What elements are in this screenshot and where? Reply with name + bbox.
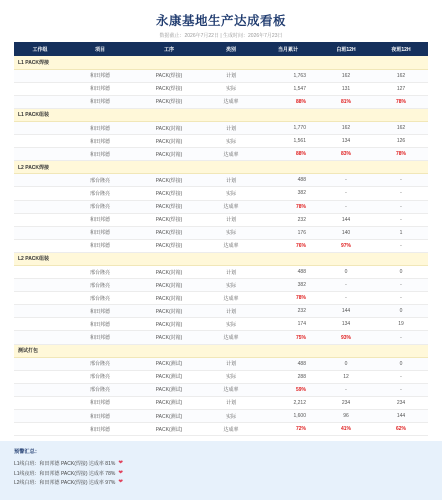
table-row (14, 187, 428, 200)
night-shift-cell: 62% (374, 423, 428, 436)
day-shift-cell: - (318, 174, 374, 187)
group-cell (14, 357, 66, 370)
group-name: L1 PACK焊接 (14, 56, 428, 69)
table-row (14, 239, 428, 252)
night-shift-cell: 144 (374, 410, 428, 423)
process-cell: PACK(封箱) (134, 266, 204, 279)
item-cell: 邢台隆亮 (66, 279, 134, 292)
day-shift-cell: - (318, 187, 374, 200)
day-shift-cell: 144 (318, 305, 374, 318)
item-cell: 和田邦德 (66, 121, 134, 134)
group-cell (14, 331, 66, 344)
night-shift-cell: 0 (374, 357, 428, 370)
table-row (14, 121, 428, 134)
night-shift-cell: 126 (374, 135, 428, 148)
day-shift-cell: - (318, 200, 374, 213)
group-cell (14, 200, 66, 213)
production-table-container (14, 42, 428, 436)
summary-line (14, 459, 428, 469)
category-cell: 达成率 (204, 331, 258, 344)
page-header (0, 0, 442, 42)
monthly-total-cell: 382 (258, 279, 318, 292)
item-cell: 和田邦德 (66, 396, 134, 409)
category-cell: 计划 (204, 121, 258, 134)
night-shift-cell: 162 (374, 121, 428, 134)
heart-icon: ❤ (118, 479, 123, 486)
process-cell: PACK(焊接) (134, 239, 204, 252)
table-row (14, 410, 428, 423)
monthly-total-cell: 1,561 (258, 135, 318, 148)
category-cell: 达成率 (204, 148, 258, 161)
category-cell: 计划 (204, 213, 258, 226)
group-row (14, 56, 428, 69)
group-cell (14, 266, 66, 279)
process-cell: PACK(焊接) (134, 226, 204, 239)
group-cell (14, 370, 66, 383)
process-cell: PACK(焊接) (134, 187, 204, 200)
table-row (14, 383, 428, 396)
item-cell: 邢台隆亮 (66, 370, 134, 383)
table-row (14, 279, 428, 292)
category-cell: 实际 (204, 279, 258, 292)
table-row (14, 357, 428, 370)
table-row (14, 292, 428, 305)
day-shift-cell: - (318, 279, 374, 292)
monthly-total-cell: 488 (258, 266, 318, 279)
group-row (14, 108, 428, 121)
group-cell (14, 239, 66, 252)
summary-line-text: L1线夜班：和田邦德 PACK(焊接) 达成率 78% (14, 470, 116, 477)
process-cell: PACK(测试) (134, 383, 204, 396)
group-cell (14, 187, 66, 200)
day-shift-cell: 134 (318, 318, 374, 331)
group-cell (14, 423, 66, 436)
process-cell: PACK(焊接) (134, 200, 204, 213)
item-cell: 和田邦德 (66, 318, 134, 331)
night-shift-cell: 19 (374, 318, 428, 331)
night-shift-cell: 127 (374, 82, 428, 95)
item-cell: 邢台隆亮 (66, 200, 134, 213)
item-cell: 邢台隆亮 (66, 357, 134, 370)
night-shift-cell: - (374, 292, 428, 305)
table-row (14, 95, 428, 108)
category-cell: 实际 (204, 318, 258, 331)
column-header: 项目 (66, 42, 134, 56)
group-row (14, 344, 428, 357)
column-header: 夜班12H (374, 42, 428, 56)
table-row (14, 423, 428, 436)
item-cell: 和田邦德 (66, 410, 134, 423)
monthly-total-cell: 76% (258, 239, 318, 252)
table-row (14, 370, 428, 383)
day-shift-cell: 162 (318, 69, 374, 82)
monthly-total-cell: 232 (258, 305, 318, 318)
night-shift-cell: - (374, 239, 428, 252)
heart-icon: ❤ (118, 469, 123, 476)
group-cell (14, 396, 66, 409)
night-shift-cell: - (374, 213, 428, 226)
category-cell: 实际 (204, 226, 258, 239)
category-cell: 计划 (204, 69, 258, 82)
group-cell (14, 410, 66, 423)
group-row (14, 252, 428, 265)
process-cell: PACK(测试) (134, 357, 204, 370)
night-shift-cell: - (374, 370, 428, 383)
item-cell: 邢台隆亮 (66, 292, 134, 305)
category-cell: 实际 (204, 410, 258, 423)
day-shift-cell: 131 (318, 82, 374, 95)
item-cell: 邢台隆亮 (66, 266, 134, 279)
day-shift-cell: 144 (318, 213, 374, 226)
monthly-total-cell: 88% (258, 95, 318, 108)
monthly-total-cell: 1,763 (258, 69, 318, 82)
item-cell: 邢台隆亮 (66, 187, 134, 200)
item-cell: 和田邦德 (66, 69, 134, 82)
group-cell (14, 226, 66, 239)
group-name: L2 PACK焊接 (14, 161, 428, 174)
category-cell: 达成率 (204, 200, 258, 213)
summary-line (14, 478, 428, 488)
group-cell (14, 318, 66, 331)
night-shift-cell: 162 (374, 69, 428, 82)
group-cell (14, 383, 66, 396)
monthly-total-cell: 174 (258, 318, 318, 331)
table-row (14, 135, 428, 148)
item-cell: 和田邦德 (66, 331, 134, 344)
category-cell: 实际 (204, 82, 258, 95)
table-row (14, 69, 428, 82)
heart-icon: ❤ (118, 460, 123, 467)
category-cell: 计划 (204, 357, 258, 370)
table-header-row (14, 42, 428, 56)
category-cell: 计划 (204, 305, 258, 318)
monthly-total-cell: 2,212 (258, 396, 318, 409)
group-name: L1 PACK组装 (14, 108, 428, 121)
item-cell: 和田邦德 (66, 423, 134, 436)
item-cell: 和田邦德 (66, 82, 134, 95)
night-shift-cell: 234 (374, 396, 428, 409)
day-shift-cell: 162 (318, 121, 374, 134)
table-row (14, 148, 428, 161)
table-row (14, 82, 428, 95)
process-cell: PACK(封箱) (134, 331, 204, 344)
day-shift-cell: 41% (318, 423, 374, 436)
group-cell (14, 121, 66, 134)
night-shift-cell: - (374, 187, 428, 200)
group-cell (14, 174, 66, 187)
process-cell: PACK(封箱) (134, 318, 204, 331)
night-shift-cell: 0 (374, 305, 428, 318)
process-cell: PACK(焊接) (134, 82, 204, 95)
table-row (14, 331, 428, 344)
group-name: L2 PACK组装 (14, 252, 428, 265)
monthly-total-cell: 488 (258, 174, 318, 187)
night-shift-cell: - (374, 331, 428, 344)
night-shift-cell: 78% (374, 95, 428, 108)
item-cell: 和田邦德 (66, 226, 134, 239)
process-cell: PACK(焊接) (134, 95, 204, 108)
night-shift-cell: - (374, 279, 428, 292)
category-cell: 实际 (204, 370, 258, 383)
process-cell: PACK(封箱) (134, 135, 204, 148)
monthly-total-cell: 176 (258, 226, 318, 239)
category-cell: 实际 (204, 187, 258, 200)
category-cell: 实际 (204, 135, 258, 148)
day-shift-cell: 0 (318, 266, 374, 279)
item-cell: 邢台隆亮 (66, 383, 134, 396)
group-cell (14, 135, 66, 148)
monthly-total-cell: 78% (258, 292, 318, 305)
night-shift-cell: - (374, 174, 428, 187)
category-cell: 达成率 (204, 383, 258, 396)
process-cell: PACK(封箱) (134, 292, 204, 305)
group-name: 测试打包 (14, 344, 428, 357)
column-header: 工作组 (14, 42, 66, 56)
monthly-total-cell: 78% (258, 200, 318, 213)
column-header: 白班12H (318, 42, 374, 56)
table-row (14, 226, 428, 239)
day-shift-cell: 0 (318, 357, 374, 370)
column-header: 工序 (134, 42, 204, 56)
table-row (14, 396, 428, 409)
category-cell: 达成率 (204, 239, 258, 252)
day-shift-cell: 97% (318, 239, 374, 252)
column-header: 类别 (204, 42, 258, 56)
day-shift-cell: 83% (318, 148, 374, 161)
table-row (14, 213, 428, 226)
monthly-total-cell: 88% (258, 148, 318, 161)
alert-summary (0, 441, 442, 500)
day-shift-cell: - (318, 292, 374, 305)
category-cell: 计划 (204, 396, 258, 409)
monthly-total-cell: 75% (258, 331, 318, 344)
process-cell: PACK(焊接) (134, 213, 204, 226)
monthly-total-cell: 1,600 (258, 410, 318, 423)
monthly-total-cell: 382 (258, 187, 318, 200)
category-cell: 计划 (204, 266, 258, 279)
process-cell: PACK(封箱) (134, 279, 204, 292)
category-cell: 计划 (204, 174, 258, 187)
monthly-total-cell: 59% (258, 383, 318, 396)
monthly-total-cell: 1,770 (258, 121, 318, 134)
category-cell: 达成率 (204, 95, 258, 108)
table-row (14, 305, 428, 318)
table-body (14, 56, 428, 436)
day-shift-cell: 12 (318, 370, 374, 383)
group-cell (14, 148, 66, 161)
day-shift-cell: 234 (318, 396, 374, 409)
category-cell: 达成率 (204, 423, 258, 436)
monthly-total-cell: 232 (258, 213, 318, 226)
page-subtitle: 数据截止：2026年7月22日 | 生成时间：2026年7月23日 (159, 33, 283, 39)
process-cell: PACK(封箱) (134, 121, 204, 134)
item-cell: 和田邦德 (66, 148, 134, 161)
night-shift-cell: - (374, 200, 428, 213)
monthly-total-cell: 488 (258, 357, 318, 370)
night-shift-cell: 78% (374, 148, 428, 161)
group-cell (14, 69, 66, 82)
item-cell: 邢台隆亮 (66, 174, 134, 187)
category-cell: 达成率 (204, 292, 258, 305)
item-cell: 和田邦德 (66, 135, 134, 148)
day-shift-cell: 140 (318, 226, 374, 239)
item-cell: 和田邦德 (66, 305, 134, 318)
night-shift-cell: - (374, 383, 428, 396)
summary-line-text: L2线白班：和田邦德 PACK(焊接) 达成率 97% (14, 480, 116, 487)
group-cell (14, 279, 66, 292)
process-cell: PACK(测试) (134, 423, 204, 436)
page-title: 永康基地生产达成看板 (155, 14, 286, 28)
item-cell: 和田邦德 (66, 95, 134, 108)
day-shift-cell: 96 (318, 410, 374, 423)
process-cell: PACK(焊接) (134, 174, 204, 187)
day-shift-cell: 134 (318, 135, 374, 148)
monthly-total-cell: 72% (258, 423, 318, 436)
night-shift-cell: 1 (374, 226, 428, 239)
day-shift-cell: 81% (318, 95, 374, 108)
monthly-total-cell: 288 (258, 370, 318, 383)
group-cell (14, 82, 66, 95)
day-shift-cell: - (318, 383, 374, 396)
group-cell (14, 305, 66, 318)
column-header: 当月累计 (258, 42, 318, 56)
night-shift-cell: 0 (374, 266, 428, 279)
group-cell (14, 292, 66, 305)
production-table (14, 42, 428, 436)
group-cell (14, 95, 66, 108)
process-cell: PACK(封箱) (134, 305, 204, 318)
summary-line (14, 469, 428, 479)
monthly-total-cell: 1,547 (258, 82, 318, 95)
group-row (14, 161, 428, 174)
table-row (14, 266, 428, 279)
item-cell: 和田邦德 (66, 213, 134, 226)
process-cell: PACK(测试) (134, 396, 204, 409)
table-row (14, 318, 428, 331)
group-cell (14, 213, 66, 226)
summary-title: 预警汇总： (14, 449, 40, 455)
item-cell: 和田邦德 (66, 239, 134, 252)
summary-line-text: L1线白班：和田邦德 PACK(焊接) 达成率 81% (14, 461, 116, 468)
process-cell: PACK(测试) (134, 410, 204, 423)
day-shift-cell: 93% (318, 331, 374, 344)
process-cell: PACK(测试) (134, 370, 204, 383)
table-row (14, 200, 428, 213)
table-row (14, 174, 428, 187)
process-cell: PACK(封箱) (134, 148, 204, 161)
process-cell: PACK(焊接) (134, 69, 204, 82)
